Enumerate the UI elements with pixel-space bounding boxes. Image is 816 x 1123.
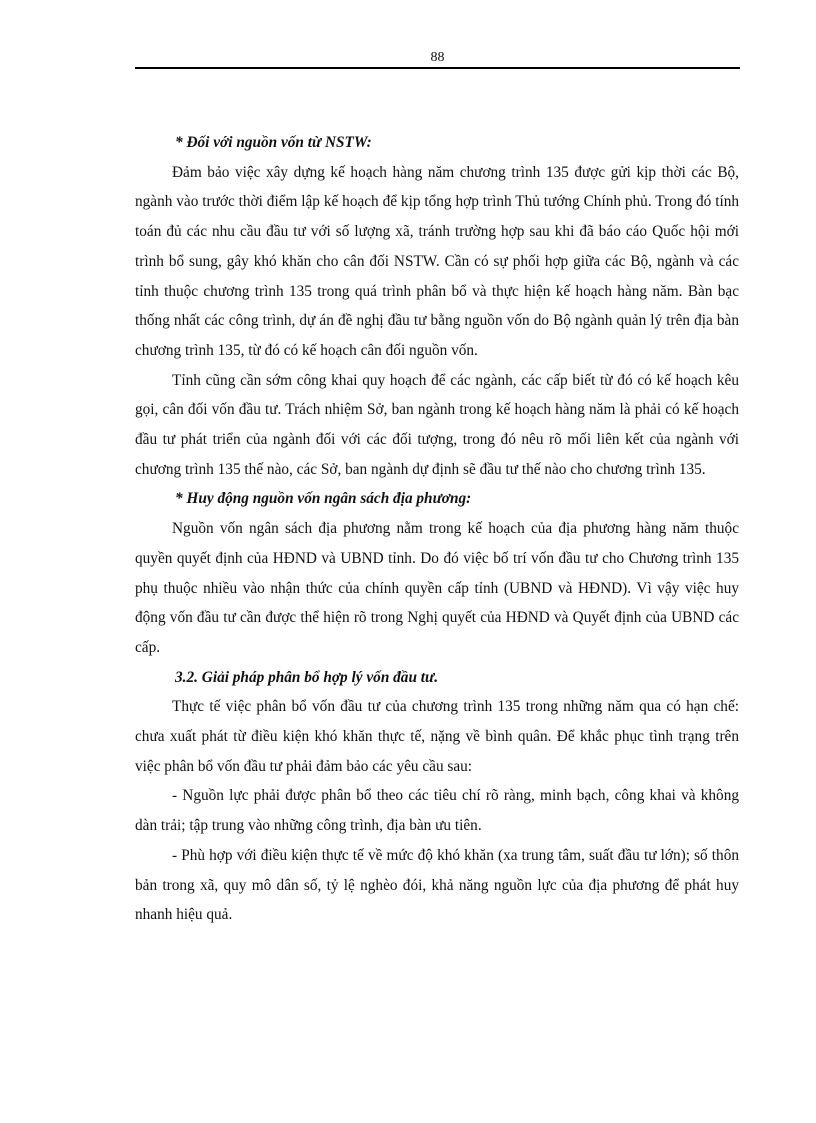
paragraph-allocation-reality: Thực tế việc phân bổ vốn đầu tư của chương trình 135 trong những năm qua có hạn chế: chưa xuất phát từ điều kiện khó khăn thực tế, nặng về bình quân. Để khắc phục tình trạng trên việc phân bổ vốn đầu tư phải đảm bảo các yêu cầu sau: xyxy=(135,698,739,775)
paragraph-requirement-conditions: - Phù hợp với điều kiện thực tế về mức độ khó khăn (xa trung tâm, suất đầu tư lớn); số thôn bản trong xã, quy mô dân số, tỷ lệ nghèo đói, khả năng nguồn lực của địa phương để phát huy nhanh hiệu quả. xyxy=(135,846,739,924)
subheading-local-budget: * Huy động nguồn vốn ngân sách địa phương: xyxy=(175,490,472,508)
section-heading-allocation: 3.2. Giải pháp phân bổ hợp lý vốn đầu tư. xyxy=(175,668,439,686)
page-number: 88 xyxy=(430,50,445,65)
subheading-nstw-capital: * Đối với nguồn vốn từ NSTW: xyxy=(175,134,372,151)
paragraph-local-budget: Nguồn vốn ngân sách địa phương nằm trong kế hoạch của địa phương hàng năm thuộc quyền quyết định của HĐND và UBND tỉnh. Do đó việc bố trí vốn đầu tư cho Chương trình 135 phụ thuộc nhiều vào nhận thức của chính quyền cấp tỉnh (UBND và HĐND). Vì vậy việc huy động vốn đầu tư cần được thể hiện rõ trong Nghị quyết của HĐND và Quyết định của UBND các cấp. xyxy=(135,520,739,656)
paragraph-nstw-plan: Đảm bảo việc xây dựng kế hoạch hàng năm chương trình 135 được gửi kịp thời các Bộ, ngành vào trước thời điểm lập kế hoạch để kịp tổng hợp trình Thủ tướng Chính phủ. Trong đó tính toán đủ các nhu cầu đầu tư với số lượng xã, tránh trường hợp sau khi đã báo cáo Quốc hội mới trình bổ sung, gây khó khăn cho cân đối NSTW. Cần có sự phối hợp giữa các Bộ, ngành và các tỉnh thuộc chương trình 135 trong quá trình phân bổ và thực hiện kế hoạch hàng năm. Bàn bạc thống nhất các công trình, dự án đề nghị đầu tư bằng nguồn vốn do Bộ ngành quản lý trên địa bàn chương trình 135, từ đó có kế hoạch cân đối nguồn vốn. xyxy=(135,163,739,359)
paragraph-requirement-criteria: - Nguồn lực phải được phân bổ theo các tiêu chí rõ ràng, minh bạch, công khai và không dàn trải; tập trung vào những công trình, địa bàn ưu tiên. xyxy=(135,787,739,835)
paragraph-province-planning: Tỉnh cũng cần sớm công khai quy hoạch để các ngành, các cấp biết từ đó có kế hoạch kêu gọi, cân đối vốn đầu tư. Trách nhiệm Sở, ban ngành trong kế hoạch hàng năm là phải có kế hoạch đầu tư phát triển của ngành đối với các đối tượng, trong đó nêu rõ mối liên kết của ngành với chương trình 135 thế nào, các Sở, ban ngành dự định sẽ đầu tư thế nào cho chương trình 135. xyxy=(135,371,739,478)
document-body xyxy=(135,128,739,930)
header-rule xyxy=(135,67,740,69)
